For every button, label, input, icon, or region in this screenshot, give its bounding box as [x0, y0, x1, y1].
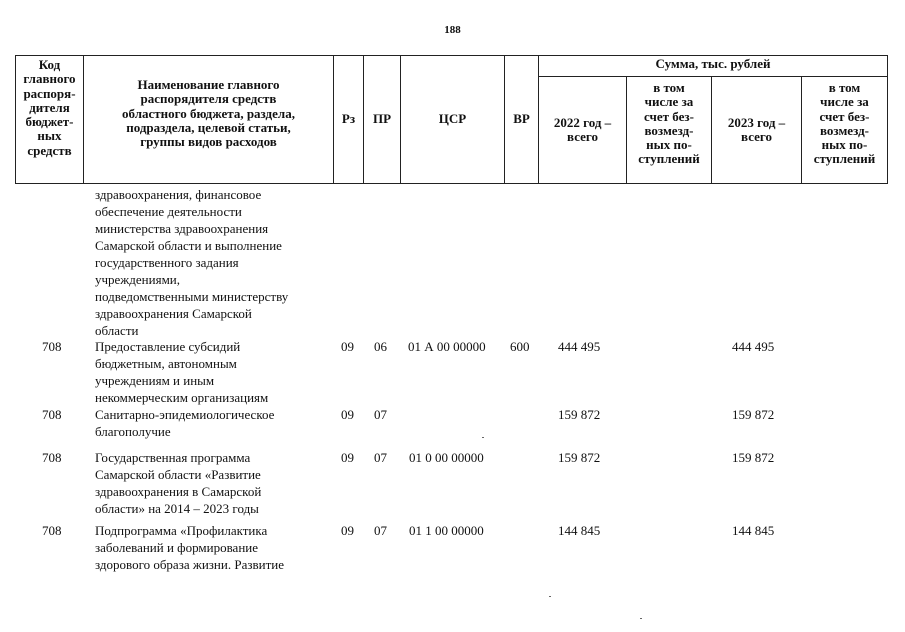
header-2022-line: всего — [567, 129, 598, 144]
header-pr: ПР — [363, 55, 401, 184]
cell-rz: 09 — [341, 339, 354, 354]
header-kod-line: Код — [38, 57, 61, 72]
cell-name — [95, 338, 335, 406]
header-free-line: счет без- — [819, 108, 870, 124]
cell-sum-2023: 144 845 — [732, 523, 775, 538]
header-free-line: ступлений — [813, 151, 876, 167]
continuation-line: государственного задания — [95, 255, 239, 270]
header-csr: ЦСР — [400, 55, 505, 184]
continuation-line: области — [95, 323, 139, 338]
continuation-line: здравоохранения Самарской — [95, 306, 252, 321]
cell-name-line: учреждениям и иным — [95, 373, 215, 388]
header-vr: ВР — [504, 55, 539, 184]
header-2022-free — [626, 76, 712, 184]
cell-sum-2022: 159 872 — [558, 407, 601, 422]
cell-kod: 708 — [42, 523, 62, 538]
cell-name-line: некоммерческим организациям — [95, 390, 269, 405]
cell-name-line: области» на 2014 – 2023 годы — [95, 501, 259, 516]
header-name — [83, 55, 334, 184]
cell-name-line: Государственная программа — [95, 450, 251, 465]
continuation-line: подведомственными министерству — [95, 289, 289, 304]
cell-name — [95, 406, 335, 440]
header-name-line: Наименование главного — [137, 77, 280, 92]
header-2023-total — [711, 76, 802, 184]
cell-sum-2022: 144 845 — [558, 523, 601, 538]
header-free-line: возмезд- — [644, 122, 694, 138]
cell-sum-2023: 444 495 — [732, 339, 775, 354]
header-name-line: распорядителя средств — [140, 91, 277, 107]
cell-rz: 09 — [341, 523, 354, 538]
scan-speck — [482, 437, 484, 438]
header-free-line: ных по- — [821, 137, 868, 153]
cell-kod: 708 — [42, 450, 62, 465]
cell-name-line: Предоставление субсидий — [95, 339, 241, 354]
header-2023-free — [801, 76, 888, 184]
cell-name-line: Санитарно-эпидемиологическое — [95, 407, 275, 422]
continuation-line: обеспечение деятельности — [95, 204, 242, 219]
cell-kod: 708 — [42, 407, 62, 422]
header-name-line: группы видов расходов — [140, 134, 277, 150]
header-2023-line: всего — [741, 129, 772, 144]
header-free-line: в том — [653, 80, 685, 95]
header-kod — [15, 55, 84, 184]
header-kod-line: распоря- — [23, 85, 76, 101]
continuation-line: Самарской области и выполнение — [95, 238, 282, 253]
header-free-line: ных по- — [646, 137, 692, 153]
continuation-line: учреждениями, — [95, 272, 181, 287]
header-free-line: числе за — [820, 94, 869, 110]
cell-sum-2022: 444 495 — [558, 339, 601, 354]
continuation-text — [95, 186, 335, 339]
cell-pr: 07 — [374, 407, 387, 422]
header-rz: Рз — [333, 55, 364, 184]
cell-name-line: бюджетным, автономным — [95, 356, 237, 371]
header-2023-line: 2023 год – — [727, 114, 786, 130]
cell-name-line: здравоохранения в Самарской — [95, 484, 262, 499]
cell-vr: 600 — [510, 339, 530, 354]
cell-name — [95, 449, 335, 517]
cell-name-line: заболеваний и формирование — [95, 540, 259, 555]
cell-csr: 01 1 00 00000 — [409, 523, 484, 538]
cell-rz: 09 — [341, 407, 354, 422]
header-kod-line: дителя — [29, 99, 70, 115]
continuation-line: министерства здравоохранения — [95, 221, 269, 236]
header-kod-line: ных — [37, 128, 62, 144]
cell-sum-2023: 159 872 — [732, 407, 775, 422]
cell-name-line: здорового образа жизни. Развитие — [95, 557, 284, 572]
header-free-line: ступлений — [638, 151, 700, 167]
cell-csr: 01 А 00 00000 — [408, 339, 486, 354]
header-free-line: в том — [828, 80, 861, 95]
scan-speck — [549, 596, 551, 597]
header-name-line: подраздела, целевой статьи, — [126, 119, 291, 135]
header-free-line: возмезд- — [819, 122, 869, 138]
cell-pr: 07 — [374, 450, 387, 465]
header-free-line: счет без- — [644, 108, 694, 124]
header-name-line: областного бюджета, раздела, — [122, 105, 295, 121]
header-sum: Сумма, тыс. рублей — [538, 55, 888, 77]
cell-csr: 01 0 00 00000 — [409, 450, 484, 465]
header-kod-line: средств — [27, 142, 72, 158]
cell-name — [95, 522, 335, 573]
header-kod-line: бюджет- — [25, 114, 74, 130]
header-kod-line: главного — [23, 71, 76, 87]
page-number: 188 — [444, 24, 461, 36]
cell-sum-2023: 159 872 — [732, 450, 775, 465]
cell-name-line: благополучие — [95, 424, 171, 439]
cell-kod: 708 — [42, 339, 62, 354]
cell-name-line: Подпрограмма «Профилактика — [95, 523, 268, 538]
cell-name-line: Самарской области «Развитие — [95, 467, 261, 482]
cell-pr: 06 — [374, 339, 387, 354]
header-free-line: числе за — [644, 94, 694, 110]
cell-pr: 07 — [374, 523, 387, 538]
continuation-line: здравоохранения, финансовое — [95, 187, 262, 202]
header-2022-line: 2022 год – — [553, 114, 612, 130]
header-2022-total — [538, 76, 627, 184]
cell-rz: 09 — [341, 450, 354, 465]
scan-speck — [640, 618, 642, 619]
cell-sum-2022: 159 872 — [558, 450, 601, 465]
